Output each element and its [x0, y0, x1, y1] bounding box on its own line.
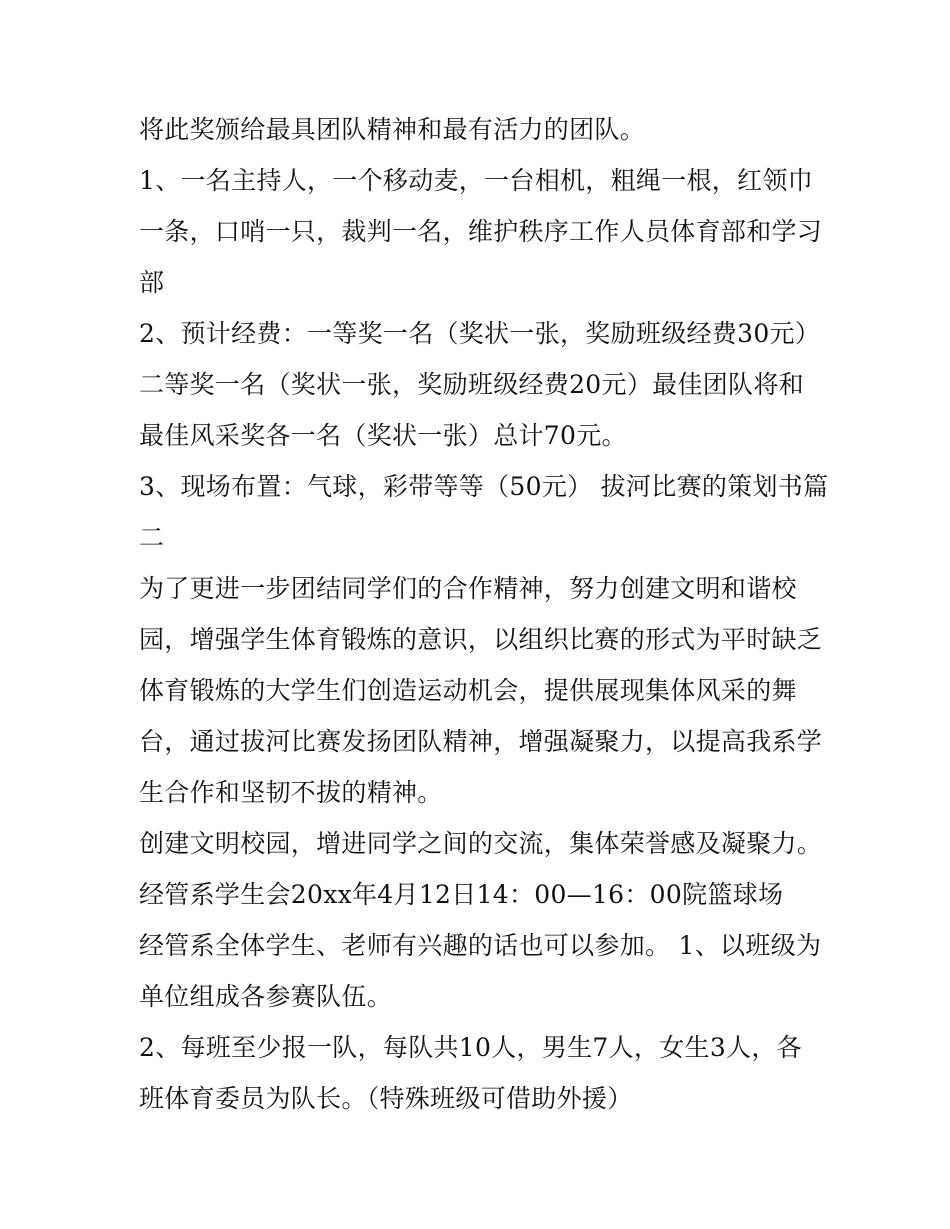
text-line: 2、每班至少报一队，每队共10人，男生7人，女生3人，各 — [139, 1033, 802, 1062]
text-line: 台，通过拔河比赛发扬团队精神，增强凝聚力，以提高我系学 — [139, 727, 823, 756]
text-line: 部 — [139, 268, 165, 297]
text-line: 生合作和坚韧不拔的精神。 — [139, 778, 443, 807]
document-body — [139, 104, 829, 1124]
text-line: 二等奖一名（奖状一张，奖励班级经费20元）最佳团队将和 — [139, 370, 804, 399]
text-line: 创建文明校园，增进同学之间的交流，集体荣誉感及凝聚力。 — [139, 829, 823, 858]
text-line: 1、一名主持人，一个移动麦，一台相机，粗绳一根，红领巾 — [139, 166, 814, 195]
text-line: 一条，口哨一只，裁判一名，维护秩序工作人员体育部和学习 — [139, 217, 823, 246]
text-line: 最佳风采奖各一名（奖状一张）总计70元。 — [139, 421, 627, 450]
text-line: 3、现场布置：气球，彩带等等（50元） 拔河比赛的策划书篇 — [139, 472, 829, 501]
text-line: 二 — [139, 523, 165, 552]
text-line: 园，增强学生体育锻炼的意识，以组织比赛的形式为平时缺乏 — [139, 625, 823, 654]
text-line: 经管系全体学生、老师有兴趣的话也可以参加。 1、以班级为 — [139, 931, 822, 960]
text-line: 经管系学生会20xx年4月12日14：00—16：00院篮球场 — [139, 880, 784, 909]
text-line: 单位组成各参赛队伍。 — [139, 982, 393, 1011]
text-line: 班体育委员为队长。（特殊班级可借助外援） — [139, 1084, 633, 1113]
text-line: 将此奖颁给最具团队精神和最有活力的团队。 — [139, 115, 646, 144]
text-line: 2、预计经费：一等奖一名（奖状一张，奖励班级经费30元） — [139, 319, 821, 348]
text-line: 体育锻炼的大学生们创造运动机会，提供展现集体风采的舞 — [139, 676, 797, 705]
text-line: 为了更进一步团结同学们的合作精神，努力创建文明和谐校 — [139, 574, 797, 603]
